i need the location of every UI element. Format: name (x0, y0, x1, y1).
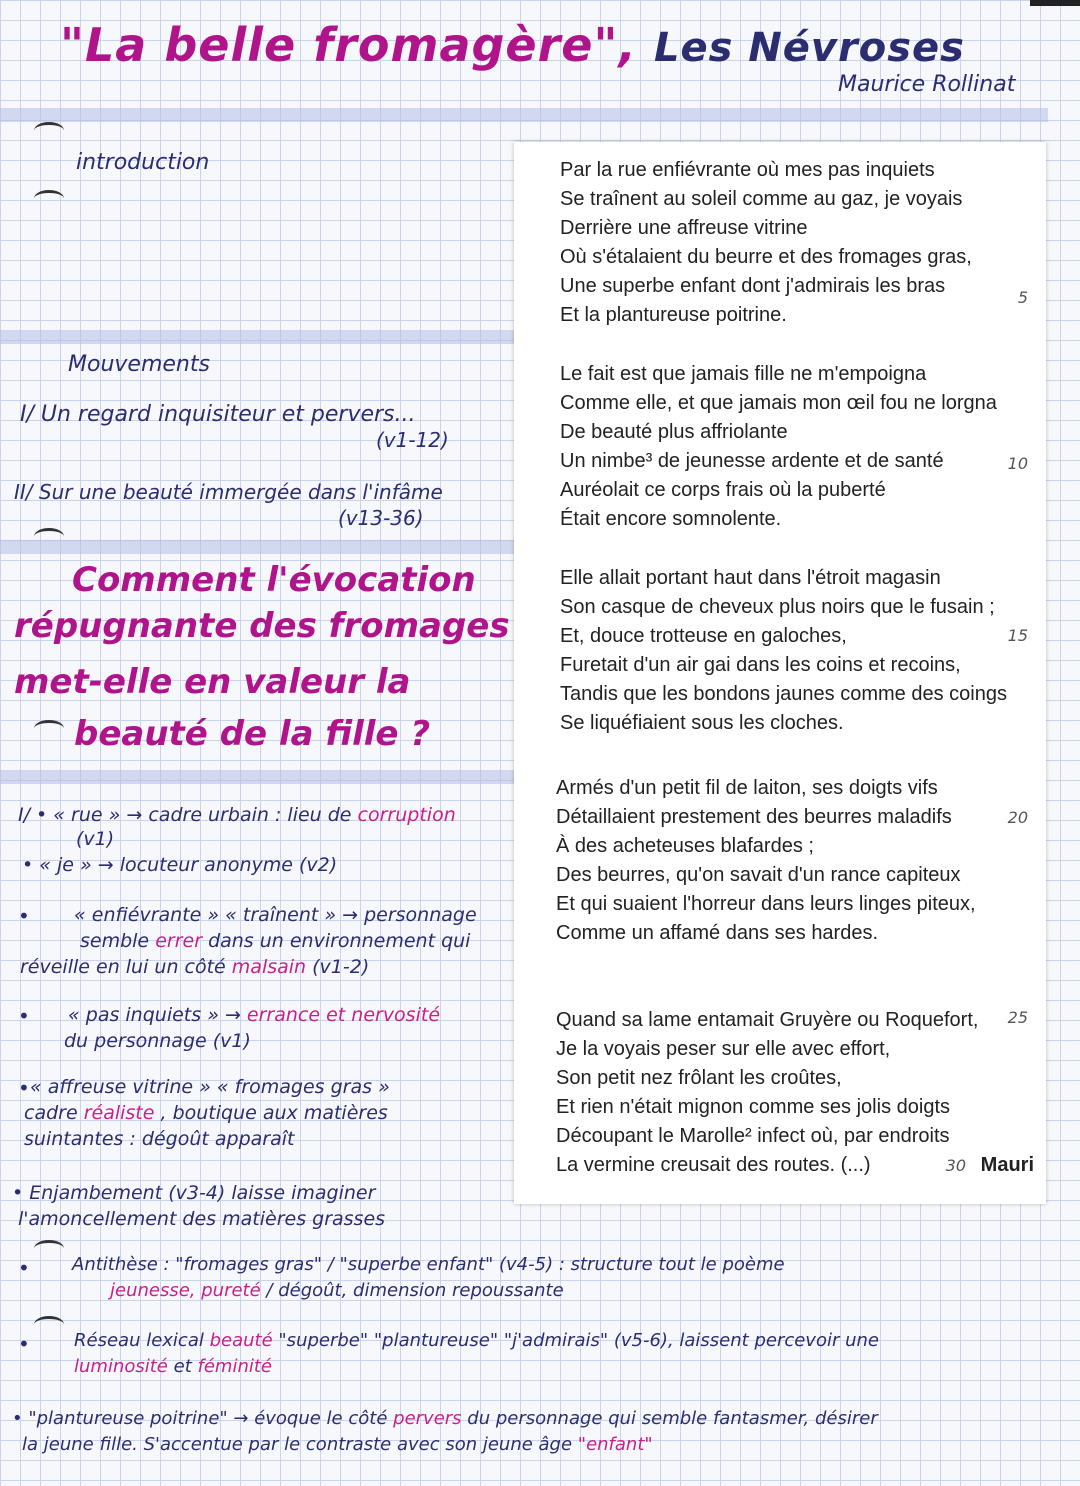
poem-line: Se traînent au soleil comme au gaz, je voyais (560, 188, 963, 210)
bullet-dot: • (18, 1332, 30, 1356)
poem-line: Des beurres, qu'on savait d'un rance capiteux (556, 864, 961, 886)
question-line-1: Comment l'évocation (72, 560, 476, 600)
poem-line: Et qui suaient l'horreur dans leurs linges piteux, (556, 893, 976, 915)
note-contraste: la jeune fille. S'accentue par le contraste avec son jeune âge "enfant" (22, 1434, 653, 1455)
poem-line: Je la voyais peser sur elle avec effort, (556, 1038, 891, 1060)
poem-line: Une superbe enfant dont j'admirais les bras (560, 275, 946, 297)
poem-line: Quand sa lame entamait Gruyère ou Roquefort, (556, 1009, 979, 1031)
stanza-4 (556, 774, 976, 948)
movement-1: I/ Un regard inquisiteur et pervers... (20, 402, 416, 427)
poem-line: La vermine creusait des routes. (...) (556, 1154, 871, 1176)
poem-line: Tandis que les bondons jaunes comme des coings (560, 683, 1007, 705)
bullet-dot: • (18, 904, 30, 928)
note-enfievrante: « enfiévrante » « traînent » → personnage (74, 904, 477, 926)
poem-line: Détaillaient prestement des beurres maladifs (556, 806, 952, 828)
movement-1-range: (v1-12) (376, 428, 449, 452)
line-number: 5 (1017, 288, 1028, 307)
author-name: Maurice Rollinat (838, 72, 1016, 97)
poem-line: Se liquéfiaient sous les cloches. (560, 712, 844, 734)
line-number: 15 (1007, 626, 1028, 645)
poem-line: Son casque de cheveux plus noirs que le fusain ; (560, 596, 995, 618)
note-errer: semble errer dans un environnement qui (80, 930, 471, 952)
poem-line: Comme un affamé dans ses hardes. (556, 922, 879, 944)
stanza-3 (560, 564, 1007, 738)
poem-line: Par la rue enfiévrante où mes pas inquiets (560, 159, 935, 181)
binder-hole (34, 720, 64, 737)
question-line-3: met-elle en valeur la (14, 662, 411, 702)
poem-line: Auréolait ce corps frais où la puberté (560, 479, 886, 501)
poem-card (514, 142, 1046, 1204)
stanza-5 (556, 1006, 978, 1180)
line-number: 30 (945, 1156, 966, 1175)
poem-line: Elle allait portant haut dans l'étroit magasin (560, 567, 941, 589)
poem-line: De beauté plus affriolante (560, 421, 788, 443)
note-realiste: cadre réaliste , boutique aux matières (24, 1102, 388, 1124)
intro-label: introduction (76, 150, 210, 175)
question-band (0, 540, 514, 554)
question-line-4: beauté de la fille ? (74, 714, 431, 754)
note-antithese-2: jeunesse, pureté / dégoût, dimension repoussante (110, 1280, 564, 1301)
binder-hole (34, 190, 64, 207)
poem-line: Et la plantureuse poitrine. (560, 304, 787, 326)
note-je: • « je » → locuteur anonyme (v2) (22, 854, 338, 876)
bullet-dot: • (18, 1256, 30, 1280)
margin-author: Mauri (980, 1154, 1034, 1176)
poem-line: Comme elle, et que jamais mon œil fou ne lorgna (560, 392, 997, 414)
note-rue-ref: (v1) (76, 828, 115, 850)
title-collection: Les Névroses (653, 25, 965, 71)
title-poem-name: "La belle fromagère", (60, 18, 637, 72)
poem-line: À des acheteuses blafardes ; (556, 835, 814, 857)
poem-line: Découpant le Marolle² infect où, par endroits (556, 1125, 950, 1147)
poem-line: Et, douce trotteuse en galoches, (560, 625, 847, 647)
note-enjambement: • Enjambement (v3-4) laisse imaginer (12, 1182, 376, 1204)
page-edge (1030, 0, 1080, 6)
bullet-dot: • (18, 1076, 30, 1100)
note-reseau-lexical: Réseau lexical beauté "superbe" "plantureuse" "j'admirais" (v5-6), laissent percevoir une (74, 1330, 879, 1351)
intro-band (0, 330, 514, 344)
poem-line: Son petit nez frôlant les croûtes, (556, 1067, 842, 1089)
stanza-2 (560, 360, 997, 534)
binder-hole (34, 528, 64, 545)
question-line-2: répugnante des fromages (14, 606, 510, 646)
header-band (0, 108, 1048, 122)
note-rue: I/ • « rue » → cadre urbain : lieu de corruption (18, 804, 456, 826)
binder-hole (34, 122, 64, 139)
movement-2: II/ Sur une beauté immergée dans l'infâme (14, 480, 443, 504)
note-luminosite: luminosité et féminité (74, 1356, 272, 1377)
bullet-dot: • (18, 1004, 30, 1028)
poem-line: Le fait est que jamais fille ne m'empoigna (560, 363, 927, 385)
binder-hole (34, 1316, 64, 1333)
mouvements-label: Mouvements (68, 352, 210, 377)
movement-2-range: (v13-36) (338, 506, 424, 530)
note-vitrine: « affreuse vitrine » « fromages gras » (30, 1076, 390, 1098)
note-personnage: du personnage (v1) (64, 1030, 251, 1052)
note-malsain: réveille en lui un côté malsain (v1-2) (20, 956, 370, 978)
line-number: 25 (1007, 1008, 1028, 1027)
notes-band (0, 770, 514, 784)
stanza-1 (560, 156, 972, 330)
poem-line: Était encore somnolente. (560, 508, 782, 530)
note-degout: suintantes : dégoût apparaît (24, 1128, 295, 1150)
binder-hole (34, 1240, 64, 1257)
poem-line: Armés d'un petit fil de laiton, ses doigts vifs (556, 777, 938, 799)
poem-line: Derrière une affreuse vitrine (560, 217, 808, 239)
poem-line: Où s'étalaient du beurre et des fromages gras, (560, 246, 972, 268)
poem-line: Furetait d'un air gai dans les coins et recoins, (560, 654, 961, 676)
poem-line: Un nimbe³ de jeunesse ardente et de santé (560, 450, 944, 472)
line-number: 10 (1007, 454, 1028, 473)
line-number: 20 (1007, 808, 1028, 827)
note-antithese: Antithèse : "fromages gras" / "superbe enfant" (v4-5) : structure tout le poème (72, 1254, 785, 1275)
page-title (60, 18, 965, 72)
note-pas-inquiets: « pas inquiets » → errance et nervosité (68, 1004, 441, 1026)
note-amoncellement: l'amoncellement des matières grasses (18, 1208, 386, 1230)
note-plantureuse: • "plantureuse poitrine" → évoque le côté pervers du personnage qui semble fantasmer, désirer (12, 1408, 878, 1429)
poem-line: Et rien n'était mignon comme ses jolis doigts (556, 1096, 950, 1118)
